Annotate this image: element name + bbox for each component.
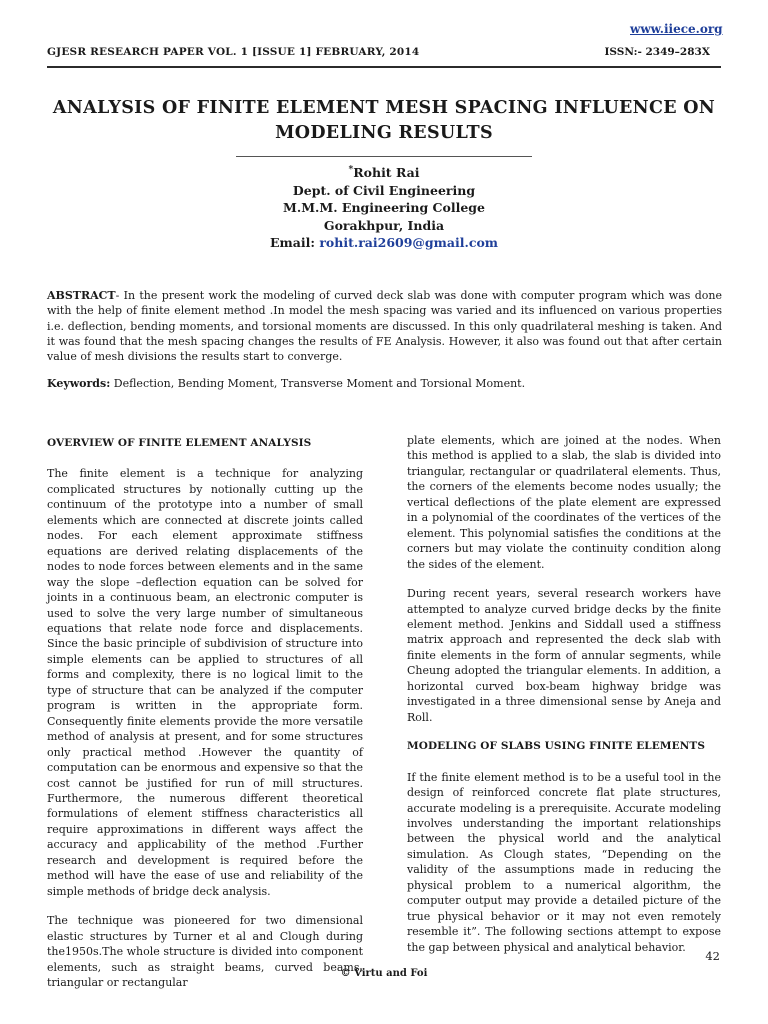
title-divider	[236, 156, 532, 157]
section-heading-modeling: MODELING OF SLABS USING FINITE ELEMENTS	[407, 740, 706, 753]
author-name-text: Rohit Rai	[353, 165, 420, 181]
journal-url-link[interactable]: www.iiece.org	[630, 22, 723, 36]
right-column	[407, 433, 721, 969]
author-dept: Dept. of Civil Engineering	[292, 182, 476, 198]
keywords	[47, 376, 722, 391]
paragraph: The technique was pioneered for two dimensional elastic structures by Turner et al and Clough during the1950s.The whole structure is divided into component elements, such as straight beams, curved beams, triangular or rectangular	[47, 914, 363, 989]
issn-label: ISSN:- 2349–283X	[604, 46, 710, 58]
left-column	[47, 436, 363, 1004]
abstract-text: - In the present work the modeling of curved deck slab was done with computer program which was done with the help of finite element method .In model the mesh spacing was varied and its influenced on various properties i.e. deflection, bending moments, and torsional moments are discussed. In this only quadrilateral meshing is taken. And it was found that the mesh spacing changes the results of FE Analysis. However, it also was found out that after certain value of mesh divisions the results start to converge.	[47, 289, 722, 364]
header-divider	[47, 66, 721, 68]
paragraph: The finite element is a technique for analyzing complicated structures by notionally cutting up the continuum of the prototype into a number of small elements which are connected at discrete joints called nodes. For each element approximate stiffness equations are derived relating displacements of the nodes to node forces between elements and in the same way the slope –deflection equation can be solved for joints in a continuous beam, an electronic computer is used to solve the very large number of simultaneous equations that relate node force and displacements. Since the basic principle of subdivision of structure into simple elements can be applied to structures of all forms and complexity, there is no logical limit to the type of structure that can be analyzed if the computer program is written in the appropriate form. Consequently finite elements provide the more versatile method of analysis at present, and for some structures only practical method .However the quantity of computation can be enormous and expensive so that the cost cannot be justified for run of mill structures. Furthermore, the numerous different theoretical formulations of element stiffness characteristics all require approximations in different ways affect the accuracy and applicability of the method .Further research and development is required before the method will have the ease of use and reliability of the simple methods of bridge deck analysis.	[47, 467, 363, 898]
paragraph: If the finite element method is to be a useful tool in the design of reinforced concrete flat plate structures, accurate modeling is a prerequisite. Accurate modeling involves understanding the important relationships between the physical world and the analytical simulation. As Clough states, “Depending on the validity of the assumptions made in reducing the physical problem to a numerical algorithm, the computer output may provide a detailed picture of the true physical behavior or it may not even remotely resemble it”. The following sections attempt to expose the gap between physical and analytical behavior.	[407, 770, 721, 954]
author-city: Gorakhpur, India	[323, 217, 445, 233]
section-heading-overview: OVERVIEW OF FINITE ELEMENT ANALYSIS	[47, 437, 312, 449]
paragraph: During recent years, several research workers have attempted to analyze curved bridge decks by the finite element method. Jenkins and Siddall used a stiffness matrix approach and represented the deck slab with finite elements in the form of annular segments, while Cheung adopted the triangular elements. In addition, a horizontal curved box-beam highway bridge was investigated in a three dimensional sense by Aneja and Roll.	[407, 587, 721, 724]
abstract	[47, 288, 722, 364]
author-block	[160, 162, 608, 252]
journal-header: GJESR RESEARCH PAPER VOL. 1 [ISSUE 1] FEBRUARY, 2014	[47, 46, 420, 58]
email-label: Email:	[269, 235, 315, 251]
email-link[interactable]: rohit.rai2609@gmail.com	[319, 235, 499, 251]
author-name	[160, 162, 608, 182]
paper-title: ANALYSIS OF FINITE ELEMENT MESH SPACING INFLUENCE ON MODELING RESULTS	[52, 98, 716, 143]
author-email	[160, 234, 608, 252]
author-mark: *	[348, 165, 354, 175]
abstract-label: ABSTRACT	[47, 289, 116, 302]
keywords-text: Deflection, Bending Moment, Transverse Moment and Torsional Moment.	[113, 377, 526, 390]
paragraph: plate elements, which are joined at the nodes. When this method is applied to a slab, the slab is divided into triangular, rectangular or quadrilateral elements. Thus, the corners of the elements become nodes usually; the vertical deflections of the plate element are expressed in a polynomial of the coordinates of the vertices of the element. This polynomial satisfies the conditions at the corners but may violate the continuity condition along the sides of the element.	[407, 434, 721, 571]
page-number: 42	[705, 949, 720, 963]
author-college: M.M.M. Engineering College	[283, 200, 485, 216]
footer-copyright: © Virtu and Foi	[340, 968, 428, 979]
keywords-label: Keywords:	[47, 377, 111, 390]
